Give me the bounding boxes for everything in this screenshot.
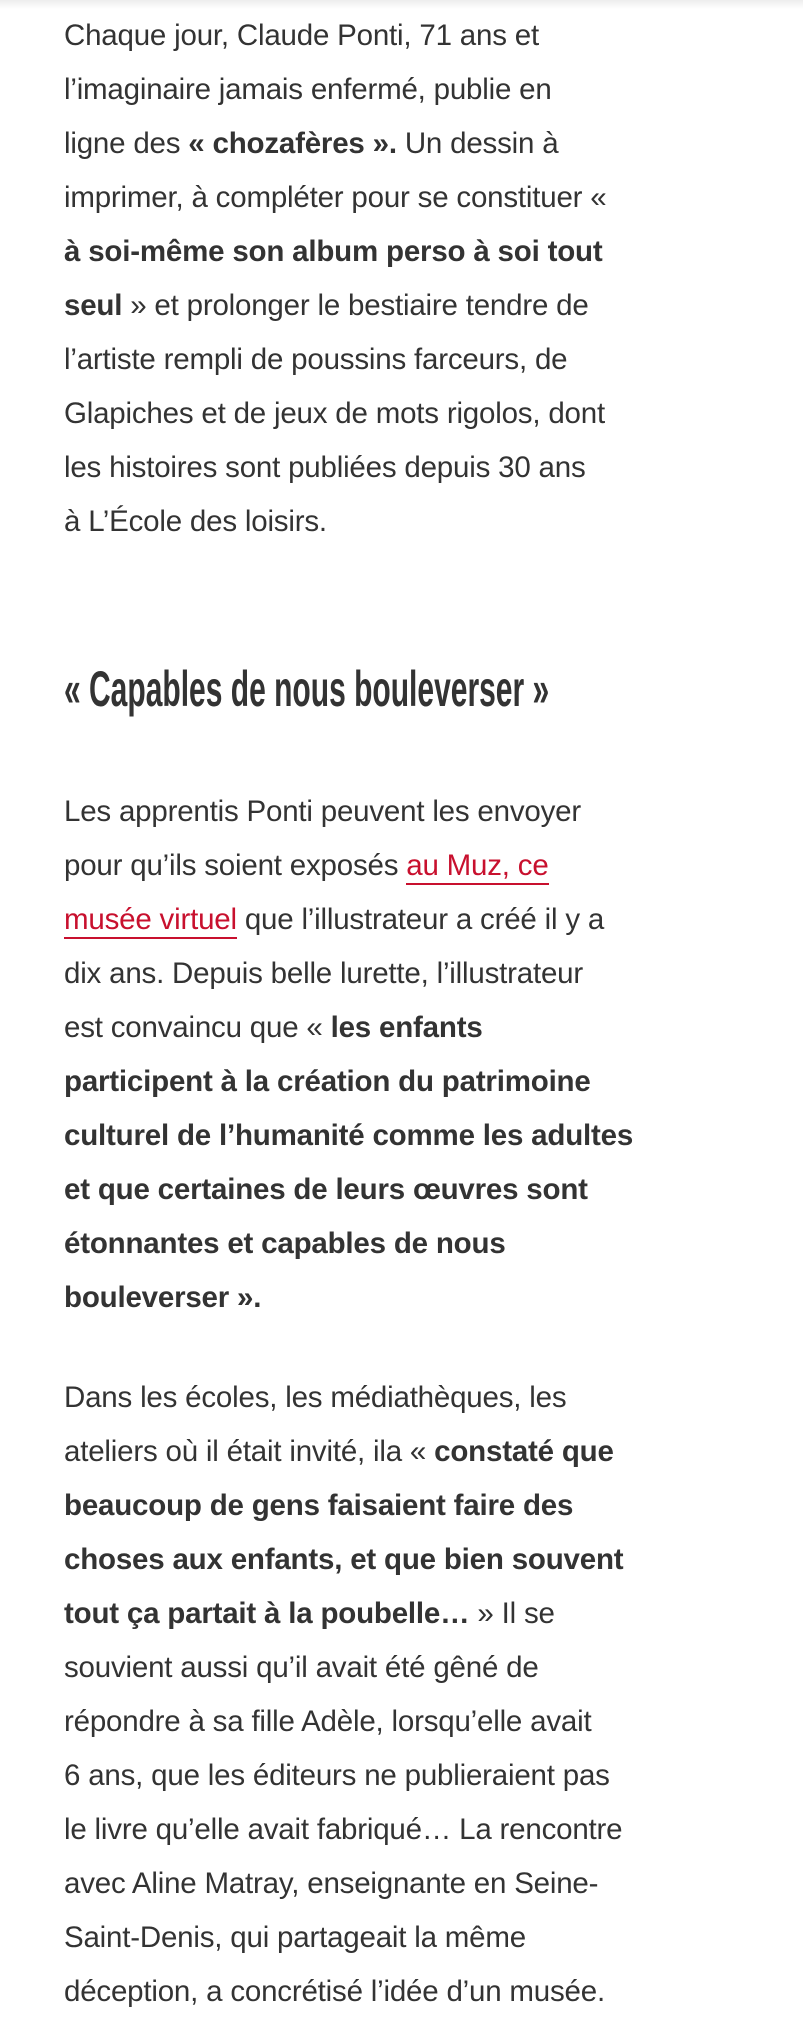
text-line: [64, 1803, 764, 1857]
text-line: [64, 1271, 764, 1325]
text-line: [64, 1425, 764, 1479]
bold-quote-text: « chozafères ».: [188, 127, 397, 160]
body-text: dix ans. Depuis belle lurette, l’illustrateur: [64, 957, 583, 990]
text-line: [64, 1749, 764, 1803]
paragraph-muz: [64, 785, 764, 1325]
body-text: » Il se: [469, 1597, 555, 1630]
text-line: [64, 1109, 764, 1163]
text-line: [64, 1001, 764, 1055]
text-line: [64, 279, 764, 333]
body-text: que l’illustrateur a créé il y a: [236, 903, 605, 936]
text-line: [64, 9, 764, 63]
bold-quote-text: les enfants: [330, 1011, 483, 1044]
body-text: » et prolonger le bestiaire tendre de: [122, 289, 589, 322]
text-line: [64, 63, 764, 117]
bold-quote-text: choses aux enfants, et que bien souvent: [64, 1543, 624, 1576]
body-text: souvient aussi qu’il avait été gêné de: [64, 1651, 539, 1684]
text-line: [64, 1371, 764, 1425]
top-bar-shadow: [0, 0, 803, 9]
text-line: [64, 1911, 764, 1965]
muz-link[interactable]: musée virtuel: [64, 903, 237, 939]
text-line: [64, 1695, 764, 1749]
text-line: [64, 1217, 764, 1271]
bold-quote-text: seul: [64, 289, 123, 322]
text-line: [64, 1055, 764, 1109]
body-text: à L’École des loisirs.: [64, 505, 327, 538]
text-line: [64, 1479, 764, 1533]
body-text: Glapiches et de jeux de mots rigolos, dont: [64, 397, 605, 430]
text-line: [64, 785, 764, 839]
text-line: [64, 839, 764, 893]
body-text: Les apprentis Ponti peuvent les envoyer: [64, 795, 581, 828]
text-line: [64, 333, 764, 387]
bold-quote-text: beaucoup de gens faisaient faire des: [64, 1489, 574, 1522]
body-text: avec Aline Matray, enseignante en Seine-: [64, 1867, 599, 1900]
bold-quote-text: participent à la création du patrimoine: [64, 1065, 591, 1098]
text-line: [64, 1857, 764, 1911]
muz-link[interactable]: au Muz, ce: [406, 849, 548, 885]
bold-quote-text: étonnantes et capables de nous: [64, 1227, 506, 1260]
body-text: l’imaginaire jamais enfermé, publie en: [64, 73, 552, 106]
text-line: [64, 1641, 764, 1695]
text-line: [64, 387, 764, 441]
text-line: [64, 893, 764, 947]
text-line: [64, 1587, 764, 1641]
body-text: Dans les écoles, les médiathèques, les: [64, 1381, 567, 1414]
body-text: 6 ans, que les éditeurs ne publieraient pas: [64, 1759, 610, 1792]
bold-quote-text: bouleverser ».: [64, 1281, 262, 1314]
text-line: [64, 1533, 764, 1587]
body-text: déception, a concrétisé l’idée d’un musée.: [64, 1975, 605, 2008]
body-text: l’artiste rempli de poussins farceurs, de: [64, 343, 568, 376]
body-text: Un dessin à: [396, 127, 559, 160]
text-line: [64, 441, 764, 495]
body-text: Saint-Denis, qui partageait la même: [64, 1921, 526, 1954]
bold-quote-text: à soi-même son album perso à soi tout: [64, 235, 603, 268]
text-line: [64, 495, 764, 549]
body-text: ligne des: [64, 127, 189, 160]
bold-quote-text: tout ça partait à la poubelle…: [64, 1597, 470, 1630]
text-line: [64, 171, 764, 225]
body-text: ateliers où il était invité, ila «: [64, 1435, 435, 1468]
body-text: est convaincu que «: [64, 1011, 331, 1044]
body-text: Chaque jour, Claude Ponti, 71 ans et: [64, 19, 539, 52]
text-line: [64, 1965, 764, 2019]
paragraph-intro: [64, 9, 764, 549]
body-text: les histoires sont publiées depuis 30 ans: [64, 451, 586, 484]
body-text: le livre qu’elle avait fabriqué… La rencontre: [64, 1813, 623, 1846]
bold-quote-text: culturel de l’humanité comme les adultes: [64, 1119, 634, 1152]
text-line: [64, 225, 764, 279]
body-text: imprimer, à compléter pour se constituer «: [64, 181, 607, 214]
text-line: [64, 947, 764, 1001]
bold-quote-text: constaté que: [434, 1435, 614, 1468]
text-line: [64, 117, 764, 171]
paragraph-ecoles: [64, 1371, 764, 2019]
body-text: répondre à sa fille Adèle, lorsqu’elle avait: [64, 1705, 592, 1738]
text-line: [64, 1163, 764, 1217]
bold-quote-text: et que certaines de leurs œuvres sont: [64, 1173, 588, 1206]
body-text: pour qu’ils soient exposés: [64, 849, 407, 882]
section-heading: « Capables de nous bouleverser »: [64, 661, 550, 717]
